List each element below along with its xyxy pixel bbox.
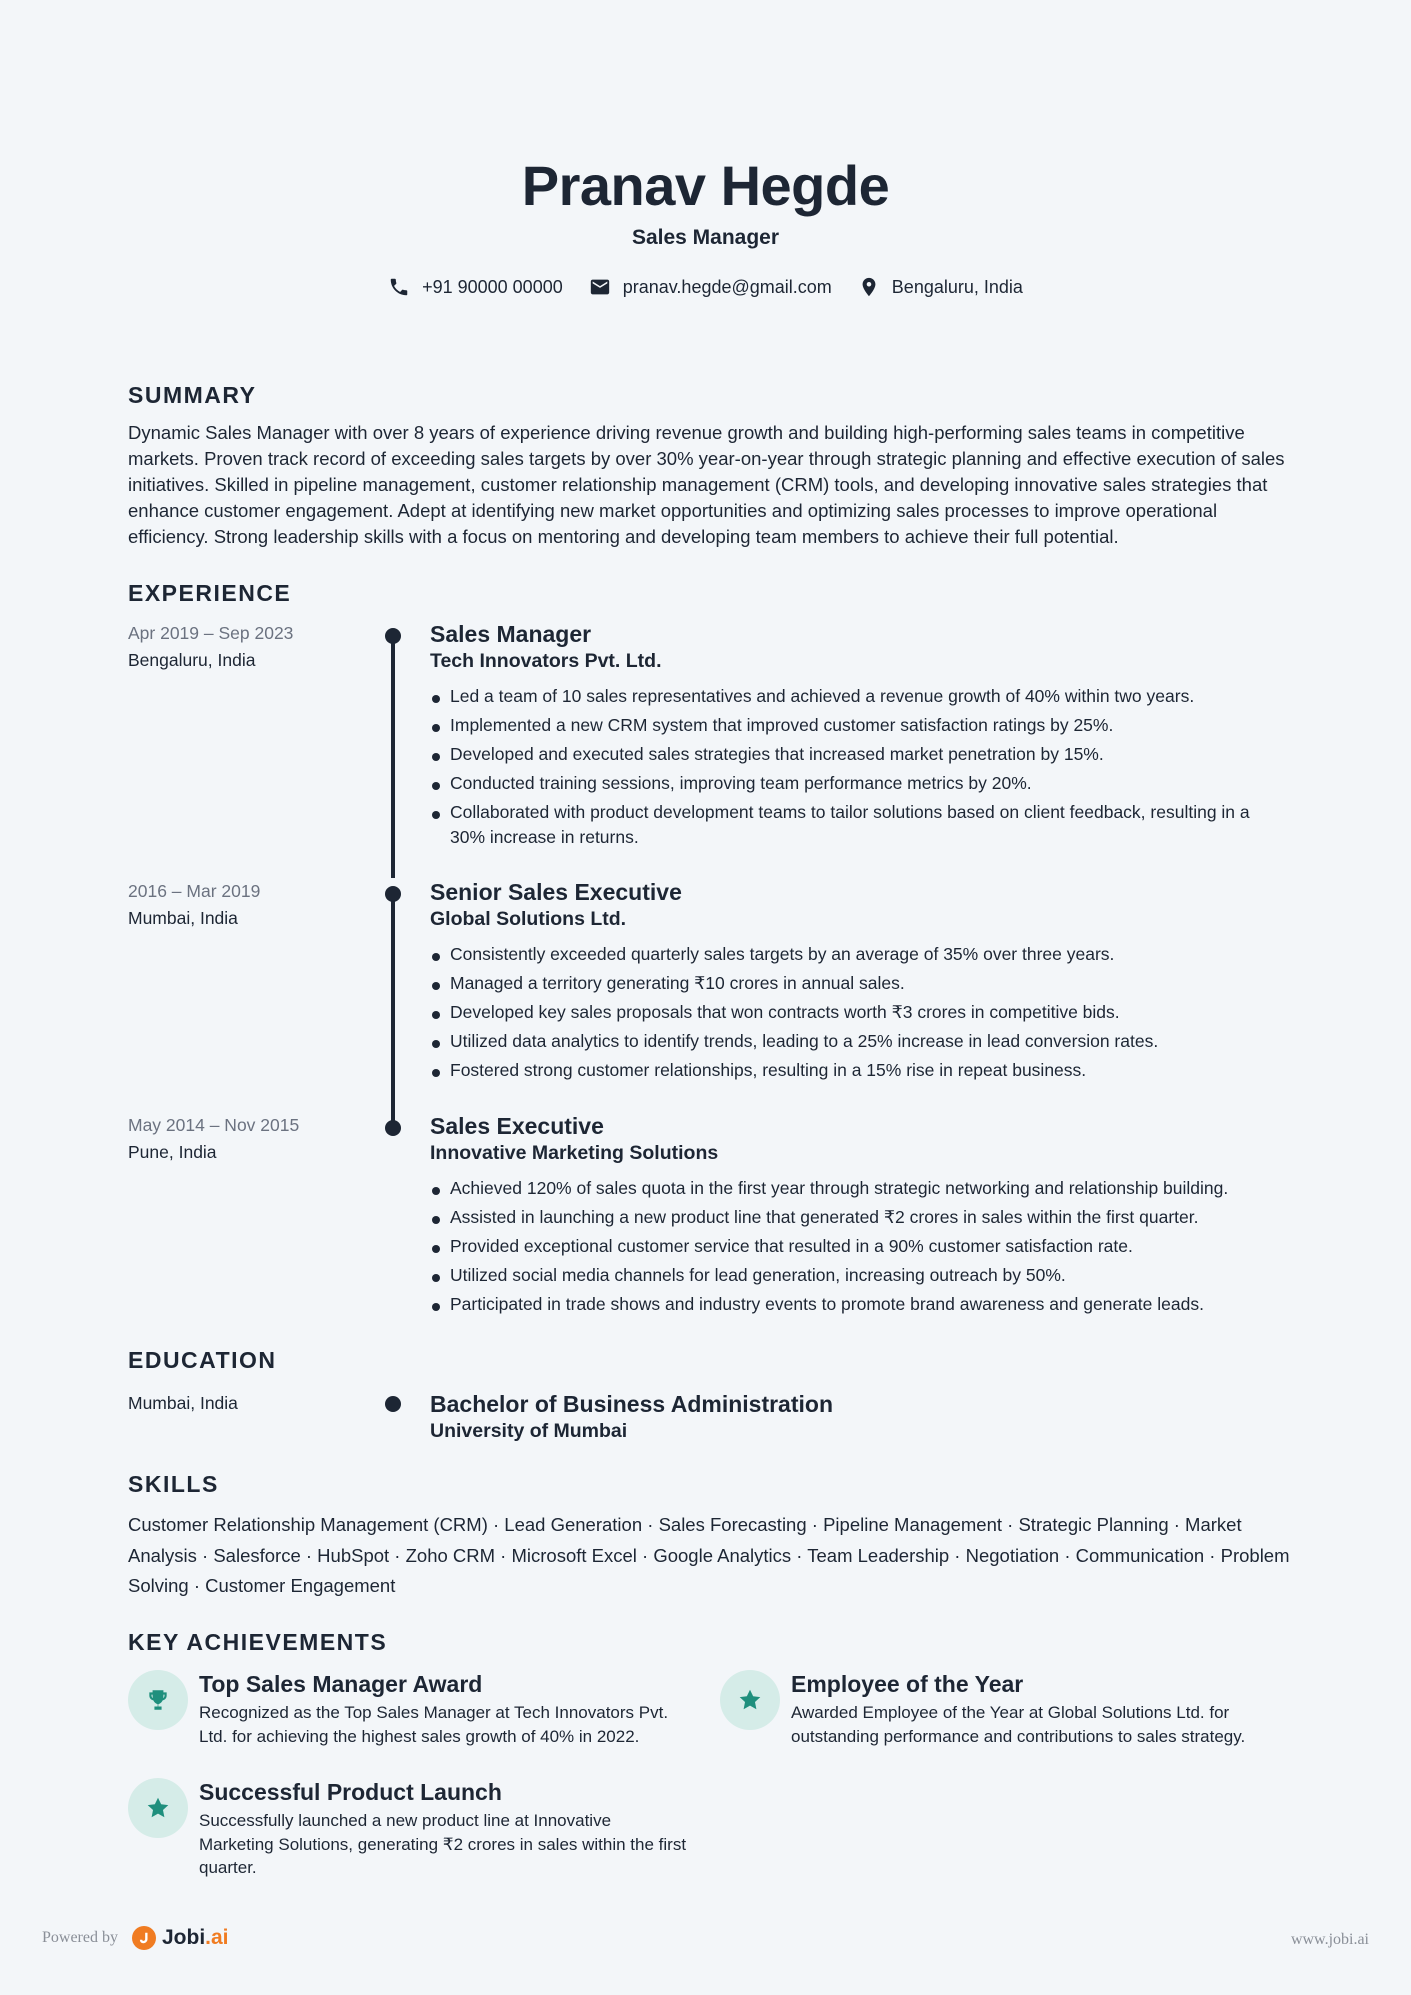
entry-location: Pune, India	[128, 1142, 217, 1162]
entry-meta	[128, 1112, 378, 1166]
entry-meta	[128, 878, 378, 932]
brand-name	[162, 1926, 229, 1950]
achievement-badge	[128, 1670, 188, 1730]
skills-heading: SKILLS	[128, 1471, 219, 1497]
contact-location	[858, 276, 1023, 298]
summary-text: Dynamic Sales Manager with over 8 years of experience driving revenue growth and building high-performing sales teams in competitive markets. Proven track record of exceeding sales targets by over 30% year-on-year through strategic planning and effective execution of sales initiatives. Skilled in pipeline management, customer relationship management (CRM) tools, and developing innovative sales strategies that enhance customer engagement. Adept at identifying new market opportunities and optimizing sales processes to improve operational efficiency. Strong leadership skills with a focus on mentoring and developing team members to achieve their full potential.	[128, 422, 1285, 547]
bullet-item: Developed and executed sales strategies that increased market penetration by 15%.	[430, 742, 1280, 767]
entry-dates: May 2014 – Nov 2015	[128, 1115, 300, 1135]
location-text: Bengaluru, India	[891, 276, 1023, 297]
star-icon	[737, 1687, 763, 1713]
achievement-badge	[128, 1778, 188, 1838]
bullet-list	[430, 942, 1280, 1083]
job-title: Sales Executive	[430, 1113, 604, 1139]
achievement-badge	[720, 1670, 780, 1730]
entry-details	[430, 878, 1280, 1087]
entry-location: Bengaluru, India	[128, 650, 256, 670]
brand-name-main: Jobi	[161, 1926, 206, 1949]
location-pin-icon	[858, 276, 880, 298]
email-icon	[589, 276, 611, 298]
powered-by	[42, 1926, 229, 1950]
job-title: Sales Manager	[430, 621, 592, 647]
resume-header	[0, 150, 1411, 298]
entry-location: Mumbai, India	[128, 908, 238, 928]
achievements-heading: KEY ACHIEVEMENTS	[128, 1629, 388, 1655]
company-name: Global Solutions Ltd.	[430, 908, 627, 930]
achievement-desc: Recognized as the Top Sales Manager at Tech Innovators Pvt. Ltd. for achieving the highest sales growth of 40% in 2022.	[199, 1703, 669, 1746]
entry-details	[430, 1390, 1280, 1444]
phone-icon	[388, 276, 410, 298]
bullet-list	[430, 684, 1280, 850]
bullet-item: Conducted training sessions, improving team performance metrics by 20%.	[430, 771, 1280, 796]
bullet-item: Assisted in launching a new product line that generated ₹2 crores in sales within the first quarter.	[430, 1205, 1280, 1230]
achievement-desc: Successfully launched a new product line at Innovative Marketing Solutions, generating ₹2 crores in sales within the first quarter.	[199, 1811, 687, 1877]
entry-location: Mumbai, India	[128, 1393, 238, 1413]
achievement-title: Top Sales Manager Award	[199, 1671, 483, 1697]
timeline-line	[391, 894, 395, 1128]
contact-row	[0, 276, 1411, 298]
bullet-item: Fostered strong customer relationships, resulting in a 15% rise in repeat business.	[430, 1058, 1280, 1083]
job-title: Senior Sales Executive	[430, 879, 682, 905]
powered-by-label: Powered by	[42, 1929, 118, 1946]
bullet-item: Led a team of 10 sales representatives and achieved a revenue growth of 40% within two years.	[430, 684, 1280, 709]
summary-heading: SUMMARY	[128, 382, 257, 408]
achievement-body	[791, 1670, 1281, 1748]
entry-meta	[128, 620, 378, 674]
timeline-dot	[385, 1396, 401, 1412]
achievement-title: Employee of the Year	[791, 1671, 1024, 1697]
candidate-name: Pranav Hegde	[521, 154, 890, 217]
candidate-role: Sales Manager	[631, 226, 780, 249]
education-heading: EDUCATION	[128, 1347, 277, 1373]
bullet-item: Provided exceptional customer service that resulted in a 90% customer satisfaction rate.	[430, 1234, 1280, 1259]
bullet-item: Participated in trade shows and industry events to promote brand awareness and generate leads.	[430, 1292, 1280, 1317]
email-text: pranav.hegde@gmail.com	[622, 276, 832, 297]
entry-details	[430, 1112, 1280, 1321]
bullet-item: Developed key sales proposals that won contracts worth ₹3 crores in competitive bids.	[430, 1000, 1280, 1025]
experience-heading: EXPERIENCE	[128, 580, 292, 606]
entry-details	[430, 620, 1280, 854]
bullet-item: Implemented a new CRM system that improved customer satisfaction ratings by 25%.	[430, 713, 1280, 738]
achievement-body	[199, 1778, 689, 1880]
website-link[interactable]: www.jobi.ai	[1290, 1931, 1369, 1948]
bullet-item: Utilized social media channels for lead generation, increasing outreach by 50%.	[430, 1263, 1280, 1288]
bullet-list	[430, 1176, 1280, 1317]
star-icon	[145, 1795, 171, 1821]
brand-name-tld: .ai	[205, 1926, 229, 1949]
timeline-line	[391, 636, 395, 878]
timeline-dot	[385, 1120, 401, 1136]
achievement-desc: Awarded Employee of the Year at Global Solutions Ltd. for outstanding performance and contributions to sales strategy.	[791, 1703, 1246, 1746]
achievement-body	[199, 1670, 689, 1748]
contact-phone[interactable]	[388, 276, 563, 298]
school-name: University of Mumbai	[430, 1420, 628, 1442]
bullet-item: Utilized data analytics to identify trends, leading to a 25% increase in lead conversion rates.	[430, 1029, 1280, 1054]
brand-logo-link[interactable]	[132, 1926, 229, 1950]
phone-text: +91 90000 00000	[422, 276, 563, 297]
timeline-dot	[385, 886, 401, 902]
jobi-logo-icon	[132, 1926, 156, 1950]
degree-title: Bachelor of Business Administration	[430, 1391, 833, 1417]
contact-email[interactable]	[589, 276, 832, 298]
entry-dates: 2016 – Mar 2019	[128, 881, 261, 901]
bullet-item: Collaborated with product development teams to tailor solutions based on client feedback, resulting in a 30% increase in returns.	[430, 800, 1280, 850]
trophy-icon	[145, 1687, 171, 1713]
bullet-item: Achieved 120% of sales quota in the first year through strategic networking and relationship building.	[430, 1176, 1280, 1201]
bullet-item: Managed a territory generating ₹10 crores in annual sales.	[430, 971, 1280, 996]
timeline-dot	[385, 628, 401, 644]
skills-list: Customer Relationship Management (CRM) · Lead Generation · Sales Forecasting · Pipeline Management · Strategic Planning · Market Analysis · Salesforce · HubSpot · Zoho CRM · Microsoft Excel · Google Analytics · Team Leadership · Negotiation · Communication · Problem Solving · Customer Engagement	[128, 1514, 1290, 1596]
entry-meta	[128, 1390, 378, 1417]
company-name: Innovative Marketing Solutions	[430, 1142, 719, 1164]
company-name: Tech Innovators Pvt. Ltd.	[430, 650, 662, 672]
achievement-title: Successful Product Launch	[199, 1779, 502, 1805]
bullet-item: Consistently exceeded quarterly sales targets by an average of 35% over three years.	[430, 942, 1280, 967]
entry-dates: Apr 2019 – Sep 2023	[128, 623, 294, 643]
